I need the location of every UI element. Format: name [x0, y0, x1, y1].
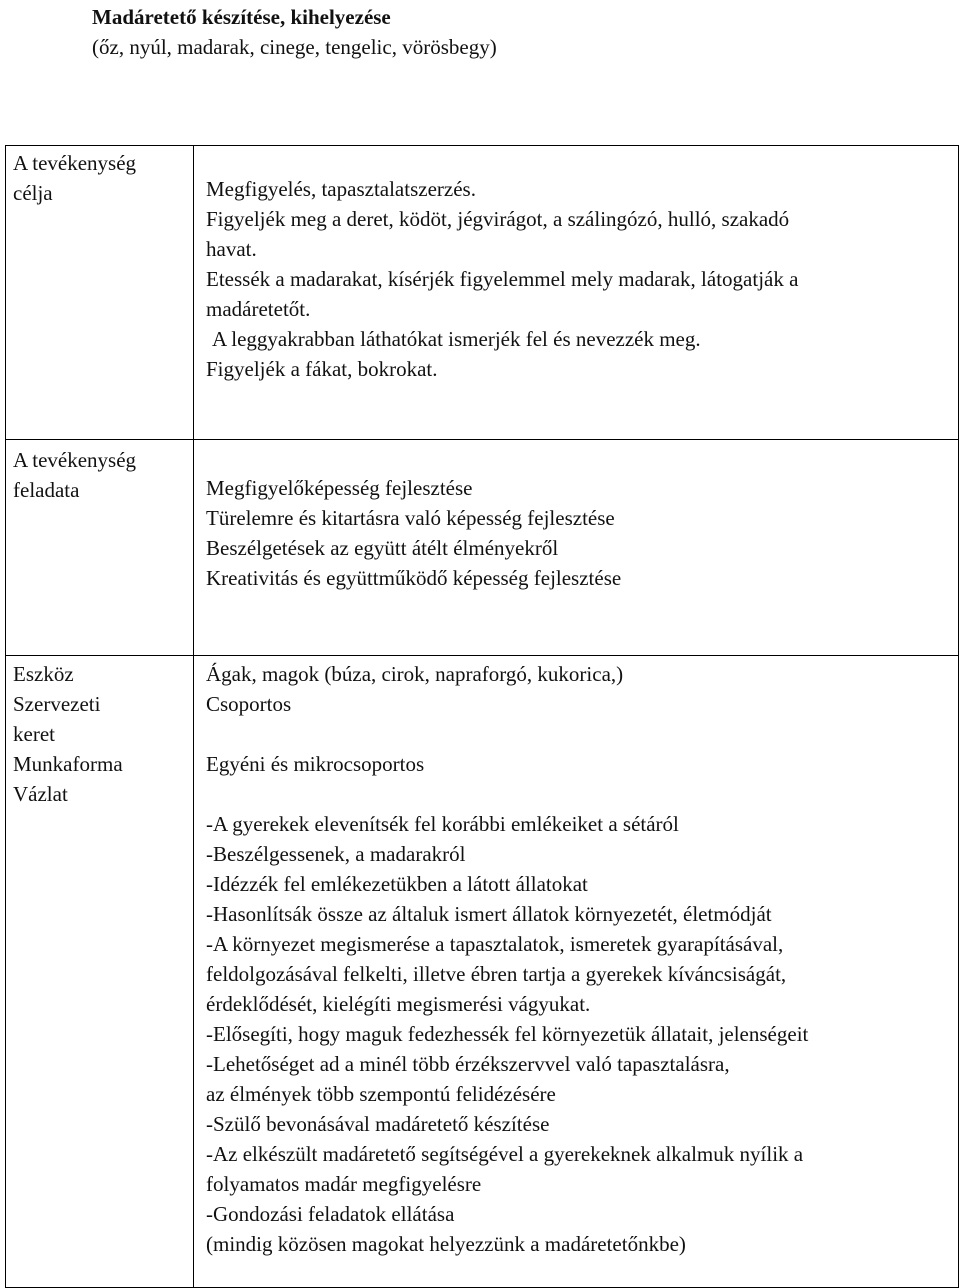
task-label-line: feladata — [13, 478, 80, 502]
outline-line: -A gyerekek elevenítsék fel korábbi emlékeiket a sétáról — [206, 812, 679, 836]
organization-text: Csoportos — [206, 692, 292, 716]
outline-line: -Gondozási feladatok ellátása — [206, 1202, 455, 1226]
outline-line: az élmények több szempontú felidézésére — [206, 1082, 556, 1106]
details-label-cell — [6, 656, 194, 1288]
goal-line: Megfigyelés, tapasztalatszerzés. — [206, 177, 476, 201]
details-label-line: Munkaforma — [13, 752, 123, 776]
task-line: Türelemre és kitartásra való képesség fejlesztése — [206, 506, 615, 530]
outline-line: érdeklődését, kielégíti megismerési vágyukat. — [206, 992, 591, 1016]
table-row-details — [6, 656, 959, 1288]
goal-line: A leggyakrabban láthatókat ismerjék fel és nevezzék meg. — [212, 327, 701, 351]
outline-line: -A környezet megismerése a tapasztalatok, ismeretek gyarapításával, — [206, 932, 784, 956]
goal-line: havat. — [206, 237, 257, 261]
spacer — [206, 719, 944, 749]
document-subtitle: (őz, nyúl, madarak, cinege, tengelic, vörösbegy) — [92, 35, 497, 59]
task-line: Kreativitás és együttműködő képesség fejlesztése — [206, 566, 622, 590]
outline-line: -Hasonlítsák össze az általuk ismert állatok környezetét, életmódját — [206, 902, 772, 926]
goal-line: Etessék a madarakat, kísérjék figyelemmel mely madarak, látogatják a — [206, 267, 799, 291]
outline-line: -Beszélgessenek, a madarakról — [206, 842, 466, 866]
spacer — [206, 779, 944, 809]
table-row-goal — [6, 146, 959, 440]
tools-text: Ágak, magok (búza, cirok, napraforgó, kukorica,) — [206, 662, 624, 686]
outline-line: (mindig közösen magokat helyezzünk a madáretetőnkbe) — [206, 1232, 686, 1256]
task-label-line: A tevékenység — [13, 448, 137, 472]
details-label-line: Eszköz — [13, 662, 74, 686]
outline-line: -Szülő bevonásával madáretető készítése — [206, 1112, 550, 1136]
details-label-line: keret — [13, 722, 55, 746]
table-row-task — [6, 440, 959, 656]
goal-content-cell — [194, 146, 959, 440]
outline-line: -Idézzék fel emlékezetükben a látott állatokat — [206, 872, 588, 896]
task-line: Megfigyelőképesség fejlesztése — [206, 476, 473, 500]
task-line: Beszélgetések az együtt átélt élményekről — [206, 536, 559, 560]
goal-label-line: A tevékenység — [13, 151, 137, 175]
goal-line: Figyeljék a fákat, bokrokat. — [206, 357, 438, 381]
details-content-cell — [194, 656, 959, 1288]
task-label-cell — [6, 440, 194, 656]
outline-line: feldolgozásával felkelti, illetve ébren tartja a gyerekek kíváncsiságát, — [206, 962, 787, 986]
outline-line: folyamatos madár megfigyelésre — [206, 1172, 482, 1196]
activity-plan-table — [5, 145, 959, 1288]
details-label-line: Szervezeti — [13, 692, 101, 716]
task-content-cell — [194, 440, 959, 656]
document-header — [92, 2, 497, 62]
outline-line: -Elősegíti, hogy maguk fedezhessék fel környezetük állatait, jelenségeit — [206, 1022, 809, 1046]
goal-label-cell — [6, 146, 194, 440]
work-form-text: Egyéni és mikrocsoportos — [206, 752, 425, 776]
outline-line: -Az elkészült madáretető segítségével a gyerekeknek alkalmuk nyílik a — [206, 1142, 804, 1166]
goal-line: Figyeljék meg a deret, ködöt, jégvirágot, a szálingózó, hulló, szakadó — [206, 207, 790, 231]
goal-line: madáretetőt. — [206, 297, 311, 321]
goal-label-line: célja — [13, 181, 53, 205]
outline-line: -Lehetőséget ad a minél több érzékszervvel való tapasztalásra, — [206, 1052, 730, 1076]
document-title: Madáretető készítése, kihelyezése — [92, 5, 391, 29]
details-label-line: Vázlat — [13, 782, 68, 806]
